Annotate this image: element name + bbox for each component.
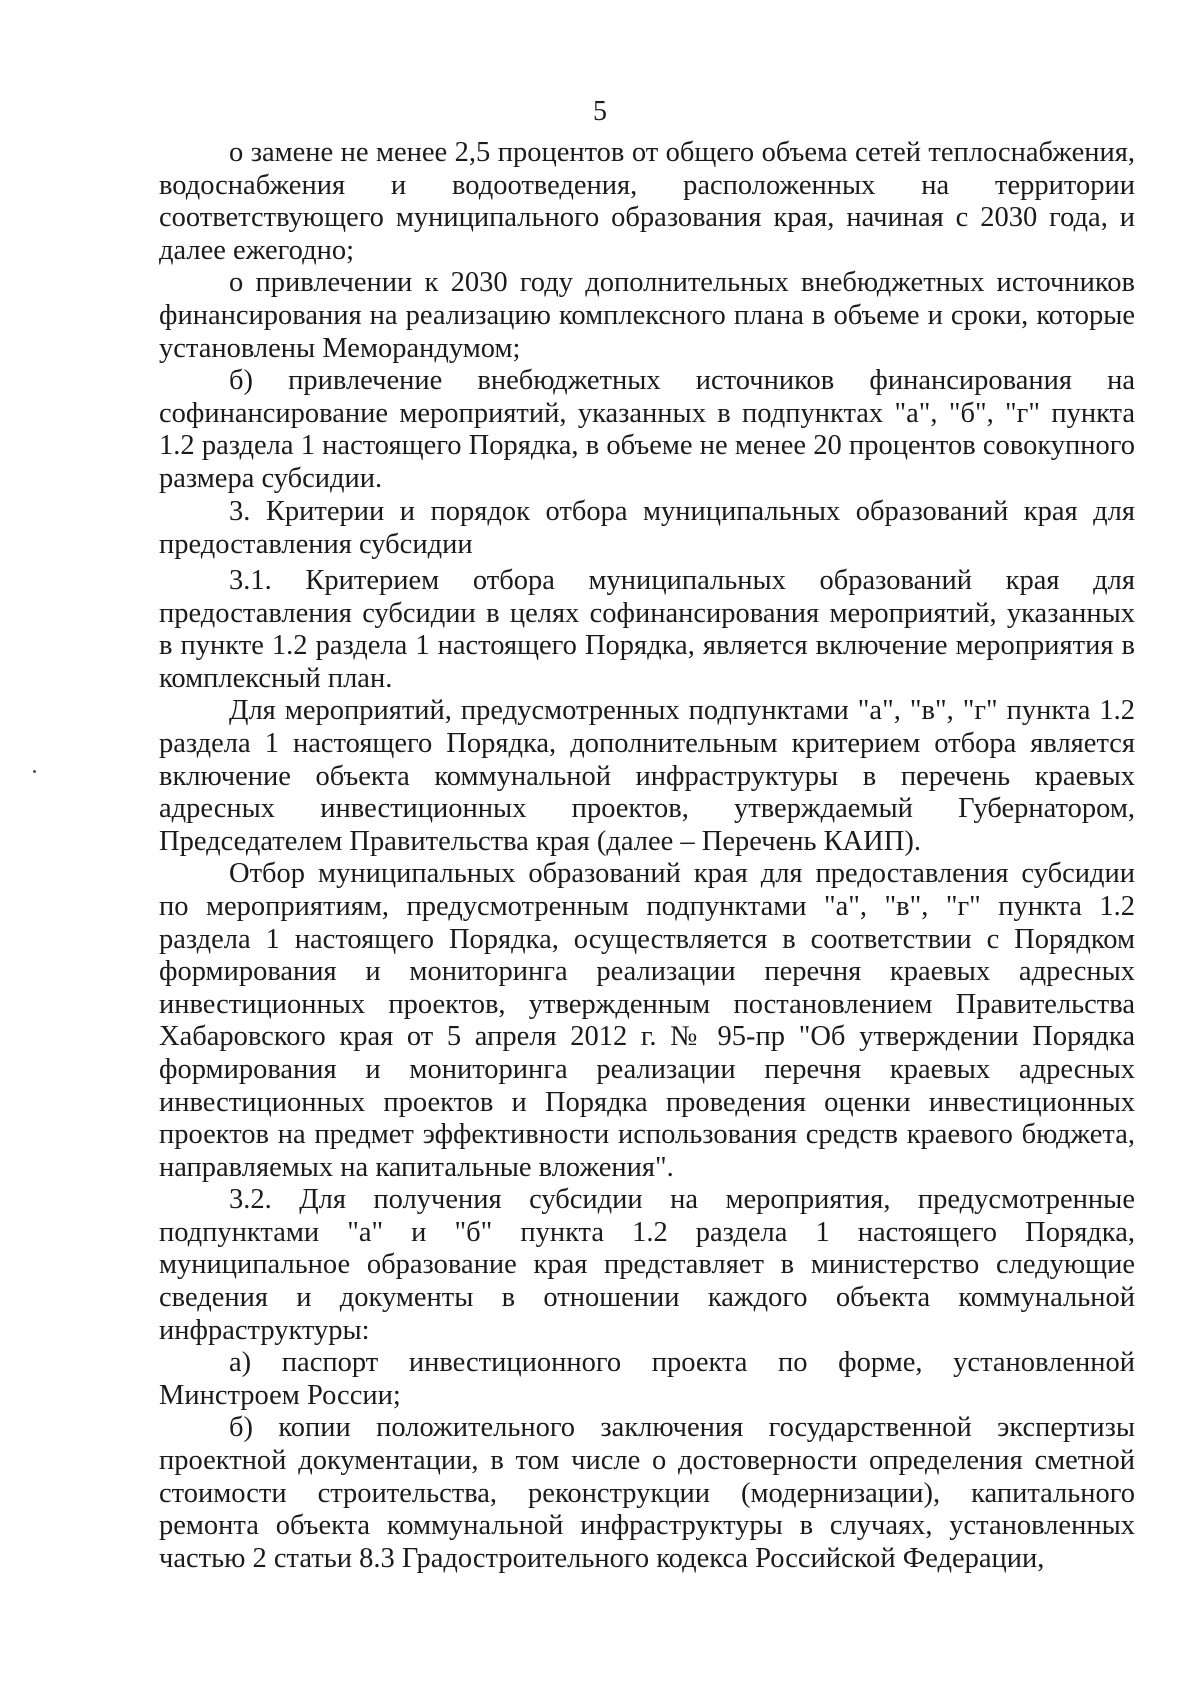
paragraph-replacement-networks: о замене не менее 2,5 процентов от общего объема сетей теплоснабжения, водоснабжения и водоотведения, расположенных на территории соответствующего муниципального образования края, начиная с 2030 года, и далее ежегодно; [159, 137, 1135, 266]
paragraph-3-2: 3.2. Для получения субсидии на мероприятия, предусмотренные подпунктами "а" и "б" пункта 1.2 раздела 1 настоящего Порядка, муниципальное образование края представляет в министерство следующие сведения и документы в отношении каждого объекта коммунальной инфраструктуры: [159, 1184, 1135, 1346]
top-paragraphs [159, 137, 1135, 496]
section-heading-block [159, 496, 1135, 561]
paragraph-extrabudgetary-2030: о привлечении к 2030 году дополнительных внебюджетных источников финансирования на реализацию комплексного плана в объеме и сроки, которые установлены Меморандумом; [159, 267, 1135, 364]
paragraph-a-passport: а) паспорт инвестиционного проекта по форме, установленной Минстроем России; [159, 1347, 1135, 1411]
paragraph-selection-procedure: Отбор муниципальных образований края для предоставления субсидии по мероприятиям, предусмотренным подпунктами "а", "в", "г" пункта 1.2 раздела 1 настоящего Порядка, осуществляется в соответствии с Порядком формирования и мониторинга реализации перечня краевых адресных инвестиционных проектов, утвержденным постановлением Правительства Хабаровского края от 5 апреля 2012 г. № 95-пр "Об утверждении Порядка формирования и мониторинга реализации перечня краевых адресных инвестиционных проектов и Порядка проведения оценки инвестиционных проектов на предмет эффективности использования средств краевого бюджета, направляемых на капитальные вложения". [159, 858, 1135, 1183]
scan-speck [33, 770, 36, 773]
paragraph-additional-criterion: Для мероприятий, предусмотренных подпунктами "а", "в", "г" пункта 1.2 раздела 1 настоящего Порядка, дополнительным критерием отбора является включение объекта коммунальной инфраструктуры в перечень краевых адресных инвестиционных проектов, утверждаемый Губернатором, Председателем Правительства края (далее – Перечень КАИП). [159, 695, 1135, 857]
paragraph-3-1: 3.1. Критерием отбора муниципальных образований края для предоставления субсидии в целях софинансирования мероприятий, указанных в пункте 1.2 раздела 1 настоящего Порядка, является включение мероприятия в комплексный план. [159, 565, 1135, 694]
paragraph-b-extrabudgetary: б) привлечение внебюджетных источников финансирования на софинансирование мероприятий, указанных в подпунктах "а", "б", "г" пункта 1.2 раздела 1 настоящего Порядка, в объеме не менее 20 процентов совокупного размера субсидии. [159, 365, 1135, 494]
paragraph-b-copies: б) копии положительного заключения государственной экспертизы проектной документации, в том числе о достоверности определения сметной стоимости строительства, реконструкции (модернизации), капитального ремонта объекта коммунальной инфраструктуры в случаях, установленных частью 2 статьи 8.3 Градостроительного кодекса Российской Федерации, [159, 1412, 1135, 1574]
section-heading: 3. Критерии и порядок отбора муниципальных образований края для предоставления субсидии [159, 496, 1135, 560]
page-number: 5 [593, 96, 607, 127]
bottom-paragraphs [159, 565, 1135, 1575]
